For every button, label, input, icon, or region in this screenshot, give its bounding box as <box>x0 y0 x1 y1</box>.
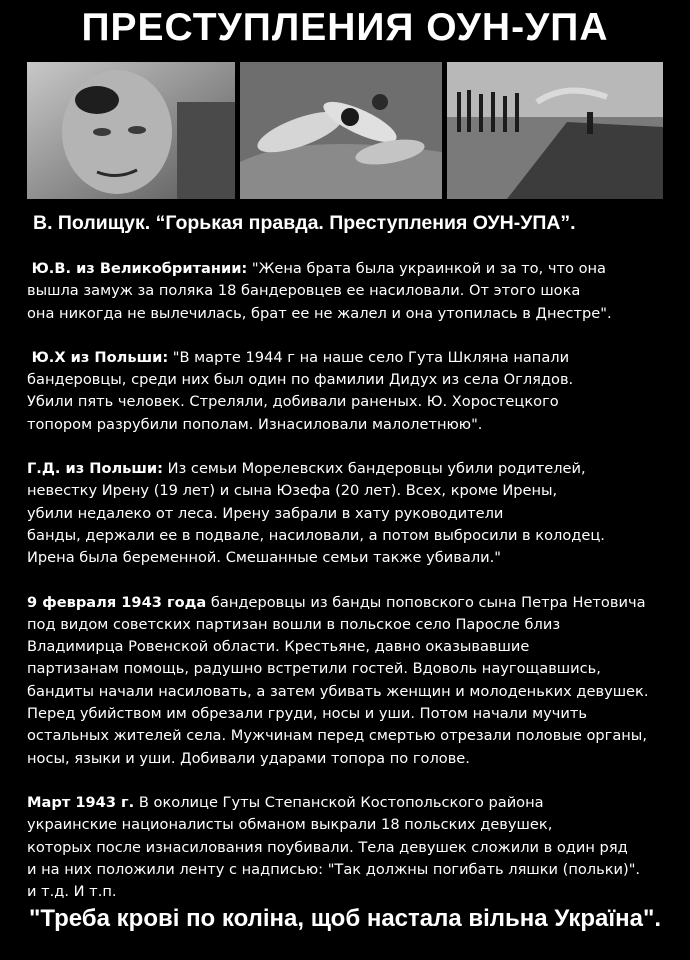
text-line: Ю.Х из Польши: "В марте 1944 г на наше село Гута Шкляна напали <box>31 348 570 366</box>
text-line: банды, держали ее в подвале, насиловали, а потом выбросили в колодец. <box>27 526 605 544</box>
text-line: Владимирца Ровенской области. Крестьяне, давно оказывавшие <box>27 638 530 656</box>
text-line: Перед убийством им обрезали груди, носы и уши. Потом начали мучить <box>27 705 587 723</box>
mass-grave-execution-photo <box>447 62 663 199</box>
text-line: она никогда не вылечилась, брат ее не жалел и она утопилась в Днестре". <box>27 304 612 322</box>
text-line: под видом советских партизан вошли в польское село Паросле близ <box>27 615 561 633</box>
testimony-lead: Март 1943 г. <box>27 793 135 811</box>
text-line: бандеровцы, среди них был один по фамилии Дидух из села Оглядов. <box>27 371 574 389</box>
text-line: 9 февраля 1943 года бандеровцы из банды поповского сына Петра Нетовича <box>27 593 646 611</box>
closing-quote: "Треба крові по коліна, щоб настала вільна Україна". <box>28 905 661 932</box>
text-line: бандиты начали насиловать, а затем убивать женщин и молоденьких девушек. <box>27 682 649 700</box>
text-line: носы, языки и уши. Добивали ударами топора по голове. <box>27 749 470 767</box>
testimony-lead: Ю.Х из Польши: <box>31 348 169 366</box>
text-line: убили недалеко от леса. Ирену забрали в хату руководители <box>27 504 504 522</box>
text-line: невестку Ирену (19 лет) и сына Юзефа (20 лет). Всех, кроме Ирены, <box>27 482 558 500</box>
text-line: топором разрубили пополам. Изнасиловали малолетнюю". <box>27 415 483 433</box>
testimony-paragraph <box>27 258 689 325</box>
text-line: Март 1943 г. В околице Гуты Степанской Костопольского района <box>27 793 544 811</box>
testimony-paragraph <box>27 458 689 569</box>
source-subtitle: В. Полищук. “Горькая правда. Преступления ОУН-УПА”. <box>33 212 576 234</box>
text-line: Ю.В. из Великобритании: "Жена брата была украинкой и за то, что она <box>31 260 606 277</box>
text-line: Убили пять человек. Стреляли, добивали раненых. Ю. Хоростецкого <box>27 393 559 411</box>
text-line: партизанам помощь, радушно встретили гостей. Вдоволь наугощавшись, <box>27 660 601 678</box>
testimony-lead: 9 февраля 1943 года <box>27 593 207 611</box>
testimony-lead: Г.Д. из Польши: <box>27 460 163 478</box>
text-line: Г.Д. из Польши: Из семьи Морелевских бандеровцы убили родителей, <box>27 460 586 478</box>
victims-bodies-photo <box>240 62 442 199</box>
testimony-paragraph <box>27 592 689 770</box>
text-line: и т.д. И т.п. <box>27 883 117 901</box>
testimony-lead: Ю.В. из Великобритании: <box>31 260 248 277</box>
testimonies <box>27 258 689 925</box>
poster-title: ПРЕСТУПЛЕНИЯ ОУН-УПА <box>81 6 609 49</box>
text-line: вышла замуж за поляка 18 бандеровцев ее насиловали. От этого шока <box>27 282 581 300</box>
text-line: украинские националисты обманом выкрали 18 польских девушек, <box>27 816 553 834</box>
testimony-paragraph <box>27 347 689 436</box>
text-line: Ирена была беременной. Смешанные семьи также убивали." <box>27 549 501 567</box>
text-line: которых после изнасилования поубивали. Тела девушек сложили в один ряд <box>27 838 628 856</box>
victim-face-photo <box>27 62 235 199</box>
testimony-paragraph <box>27 792 689 903</box>
text-line: и на них положили ленту с надписью: "Так должны погибать ляшки (польки)". <box>27 860 641 878</box>
text-line: остальных жителей села. Мужчинам перед смертью отрезали половые органы, <box>27 727 647 745</box>
